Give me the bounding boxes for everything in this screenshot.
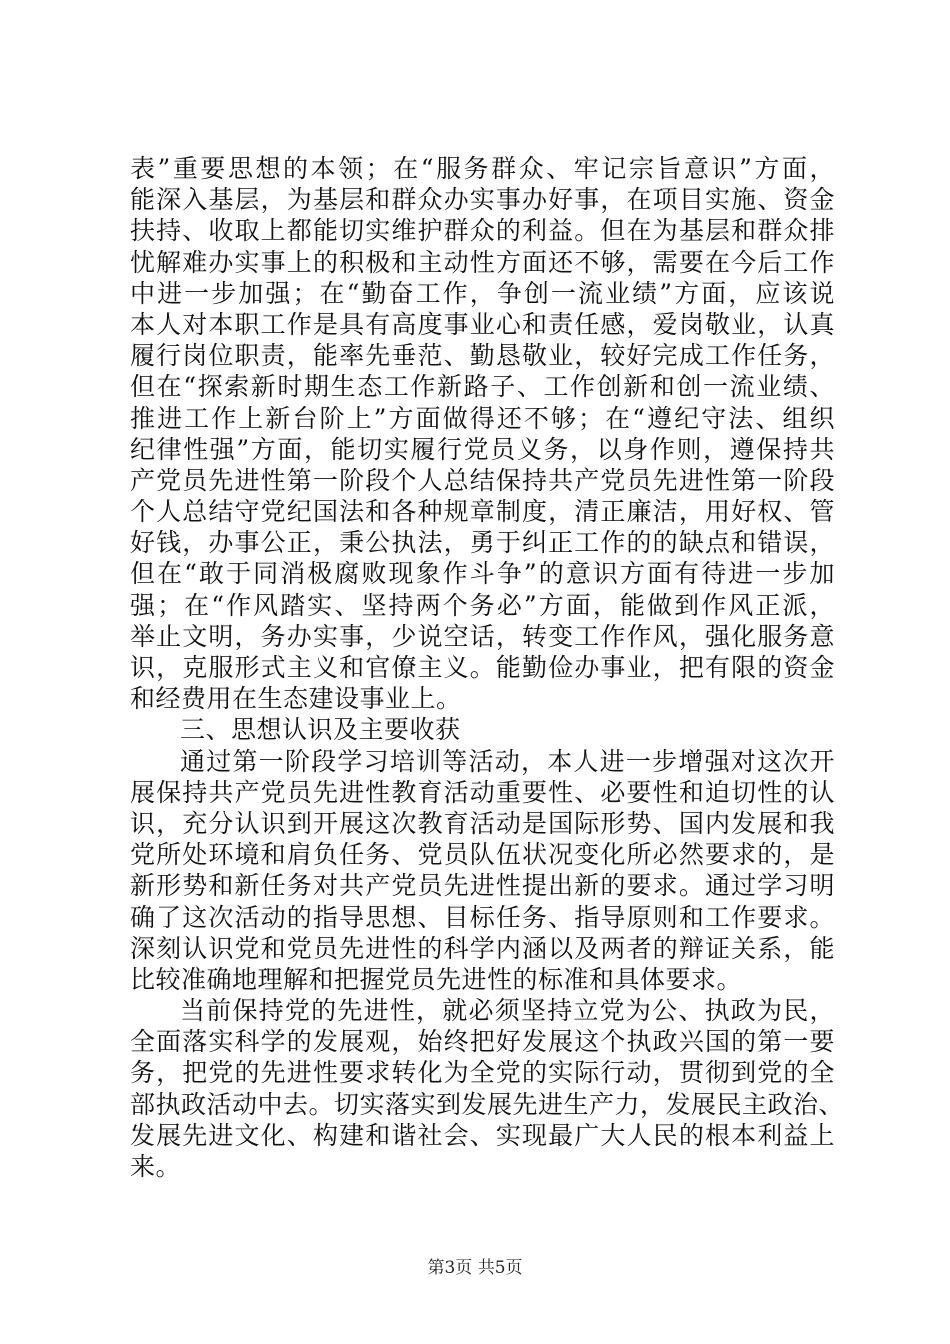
page-number-footer: 第3页 共5页 bbox=[427, 1258, 523, 1278]
body-line: 扶持、收取上都能切实维护群众的利益。但在为基层和群众排 bbox=[130, 216, 835, 246]
body-line: 本人对本职工作是具有高度事业心和责任感，爱岗敬业，认真 bbox=[130, 309, 835, 339]
body-line: 中进一步加强；在“勤奋工作，争创一流业绩”方面，应该说 bbox=[130, 278, 835, 308]
body-line: 表”重要思想的本领；在“服务群众、牢记宗旨意识”方面， bbox=[130, 154, 835, 183]
body-line: 和经费用在生态建设事业上。 bbox=[130, 684, 462, 714]
document-body bbox=[130, 153, 845, 1182]
body-line: 但在“探索新时期生态工作新路子、工作创新和创一流业绩、 bbox=[130, 372, 835, 402]
body-line: 好钱，办事公正，秉公执法，勇于纠正工作的的缺点和错误， bbox=[130, 528, 835, 558]
body-line: 产党员先进性第一阶段个人总结保持共产党员先进性第一阶段 bbox=[130, 465, 835, 495]
paragraph-first-line: 通过第一阶段学习培训等活动，本人进一步增强对这次开 bbox=[180, 746, 835, 776]
body-line: 举止文明，务办实事，少说空话，转变工作作风，强化服务意 bbox=[130, 621, 835, 651]
body-line: 强；在“作风踏实、坚持两个务必”方面，能做到作风正派， bbox=[130, 590, 835, 620]
body-line: 识，克服形式主义和官僚主义。能勤俭办事业，把有限的资金 bbox=[130, 653, 835, 682]
body-line: 务，把党的先进性要求转化为全党的实际行动，贯彻到党的全 bbox=[130, 1058, 835, 1088]
body-line: 发展先进文化、构建和谐社会、实现最广大人民的根本利益上 bbox=[130, 1120, 835, 1150]
body-line: 新形势和新任务对共产党员先进性提出新的要求。通过学习明 bbox=[130, 871, 835, 901]
paragraph-first-line: 当前保持党的先进性，就必须坚持立党为公、执政为民， bbox=[180, 996, 835, 1026]
body-line: 党所处环境和肩负任务、党员队伍状况变化所必然要求的，是 bbox=[130, 840, 835, 870]
body-line: 来。 bbox=[130, 1152, 182, 1181]
body-line: 履行岗位职责，能率先垂范、勤恳敬业，较好完成工作任务， bbox=[130, 341, 835, 371]
body-line: 能深入基层，为基层和群众办实事办好事，在项目实施、资金 bbox=[130, 185, 835, 215]
body-line: 个人总结守党纪国法和各种规章制度，清正廉洁，用好权、管 bbox=[130, 497, 835, 527]
body-line: 全面落实科学的发展观，始终把好发展这个执政兴国的第一要 bbox=[130, 1027, 835, 1057]
body-line: 深刻认识党和党员先进性的科学内涵以及两者的辩证关系，能 bbox=[130, 933, 835, 963]
body-line: 识，充分认识到开展这次教育活动是国际形势、国内发展和我 bbox=[130, 808, 835, 838]
body-line: 确了这次活动的指导思想、目标任务、指导原则和工作要求。 bbox=[130, 902, 835, 932]
body-line: 纪律性强”方面，能切实履行党员义务，以身作则，遵保持共 bbox=[130, 434, 835, 464]
body-line: 推进工作上新台阶上”方面做得还不够；在“遵纪守法、组织 bbox=[130, 403, 835, 433]
body-line: 比较准确地理解和把握党员先进性的标准和具体要求。 bbox=[130, 964, 743, 994]
body-line: 部执政活动中去。切实落实到发展先进生产力，发展民主政治、 bbox=[130, 1089, 845, 1119]
body-line: 但在“敢于同消极腐败现象作斗争”的意识方面有待进一步加 bbox=[130, 559, 835, 589]
body-line: 忧解难办实事上的积极和主动性方面还不够，需要在今后工作 bbox=[130, 247, 835, 277]
body-line: 展保持共产党员先进性教育活动重要性、必要性和迫切性的认 bbox=[130, 777, 835, 807]
section-heading: 三、思想认识及主要收获 bbox=[180, 715, 461, 745]
